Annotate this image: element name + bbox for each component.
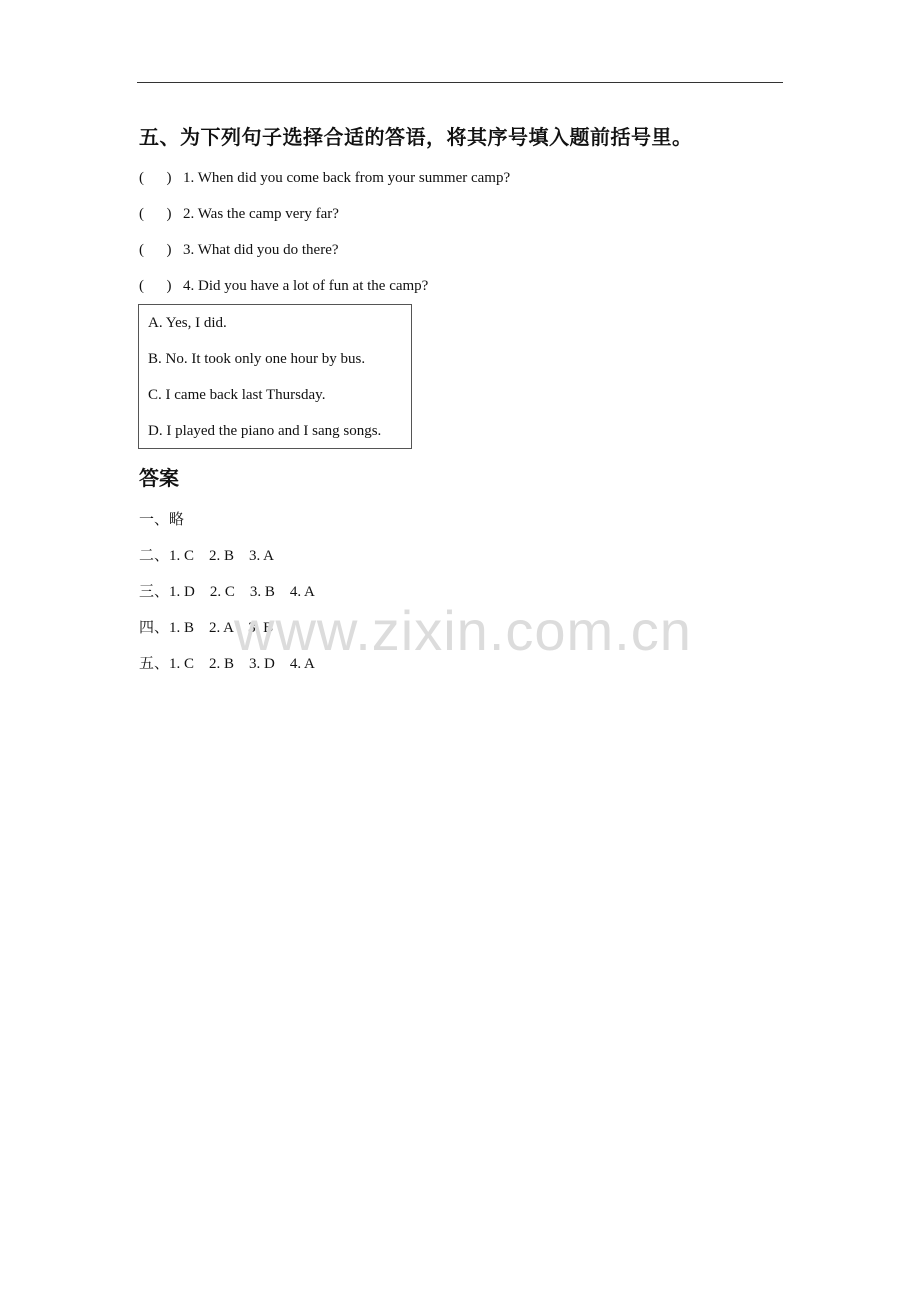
option-c: C. I came back last Thursday. — [148, 387, 326, 403]
header-rule — [137, 82, 783, 83]
answers-title: 答案 — [139, 466, 179, 490]
question-text: 3. What did you do there? — [183, 242, 339, 258]
question-text: 4. Did you have a lot of fun at the camp? — [183, 278, 429, 294]
section-title: 五、为下列句子选择合适的答语，将其序号填入题前括号里。 — [139, 125, 693, 149]
answer-blank[interactable]: ( ) — [139, 278, 172, 294]
option-a: A. Yes, I did. — [148, 315, 227, 331]
options-box — [138, 304, 412, 449]
question-3 — [139, 242, 339, 259]
watermark: www.zixin.com.cn — [234, 599, 692, 662]
question-2 — [139, 206, 339, 223]
option-d: D. I played the piano and I sang songs. — [148, 423, 382, 439]
question-text: 2. Was the camp very far? — [183, 206, 339, 222]
answer-line: 一、略 — [139, 512, 185, 528]
answer-line: 三、1. D 2. C 3. B 4. A — [139, 584, 315, 600]
option-b: B. No. It took only one hour by bus. — [148, 351, 366, 367]
answer-line: 二、1. C 2. B 3. A — [139, 548, 275, 564]
answer-blank[interactable]: ( ) — [139, 170, 172, 186]
answer-line: 五、1. C 2. B 3. D 4. A — [139, 656, 315, 672]
question-1 — [139, 170, 510, 187]
question-4 — [139, 278, 428, 295]
question-text: 1. When did you come back from your summer camp? — [183, 170, 511, 186]
answer-blank[interactable]: ( ) — [139, 242, 172, 258]
answer-line: 四、1. B 2. A 3. B — [139, 620, 274, 636]
answer-blank[interactable]: ( ) — [139, 206, 172, 222]
